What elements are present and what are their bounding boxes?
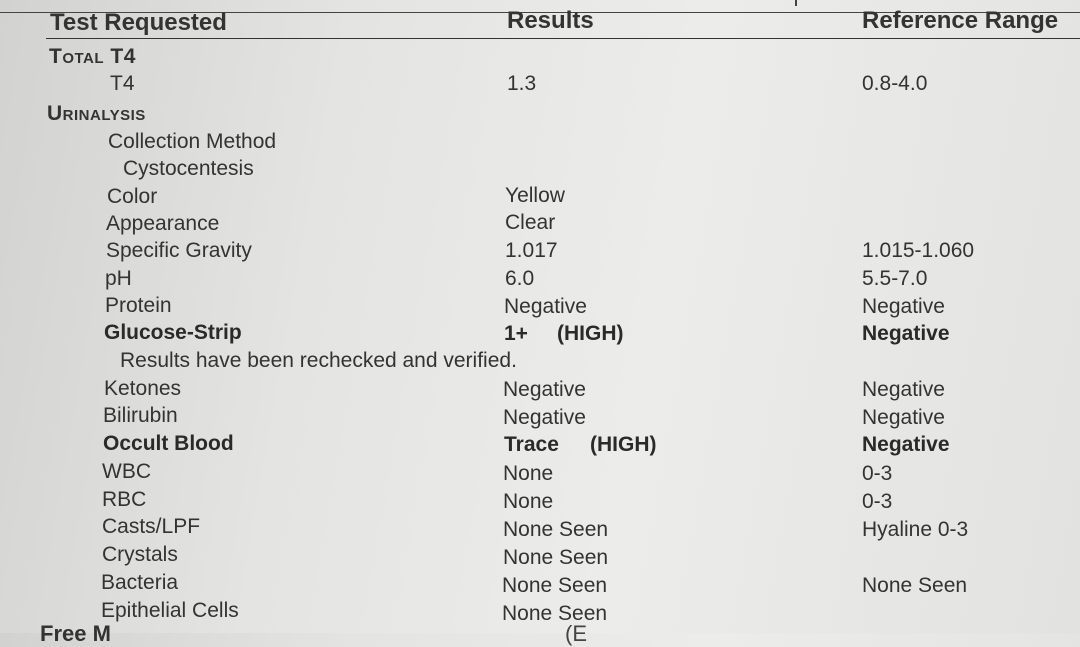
test-ph: pH: [105, 267, 132, 290]
flag-occult-blood: (HIGH): [590, 433, 657, 456]
result-epithelial-cells: None Seen: [502, 602, 608, 625]
value-cystocentesis: Cystocentesis: [123, 157, 254, 180]
recheck-note: Results have been rechecked and verified.: [120, 349, 517, 372]
flag-glucose-strip: (HIGH): [557, 322, 624, 345]
test-crystals: Crystals: [102, 543, 178, 566]
ref-wbc: 0-3: [862, 462, 893, 485]
ref-bilirubin: Negative: [862, 406, 945, 429]
result-rbc: None: [503, 490, 554, 513]
result-bilirubin: Negative: [503, 406, 586, 429]
test-protein: Protein: [105, 294, 172, 317]
test-bilirubin: Bilirubin: [103, 404, 178, 427]
test-ketones: Ketones: [104, 377, 182, 400]
ref-bacteria: None Seen: [862, 574, 968, 597]
test-collection-method: Collection Method: [108, 130, 277, 153]
test-wbc: WBC: [102, 460, 151, 483]
test-glucose-strip: Glucose-Strip: [104, 321, 242, 344]
result-casts-lpf: None Seen: [503, 518, 609, 541]
ref-protein: Negative: [862, 295, 945, 318]
result-ketones: Negative: [503, 378, 586, 401]
result-bacteria: None Seen: [502, 574, 608, 597]
ref-ph: 5.5-7.0: [862, 267, 928, 290]
test-epithelial-cells: Epithelial Cells: [101, 599, 239, 622]
result-specific-gravity: 1.017: [505, 239, 558, 262]
test-t4: T4: [110, 72, 135, 95]
ref-specific-gravity: 1.015-1.060: [862, 239, 975, 262]
result-ph: 6.0: [505, 267, 535, 290]
cutoff-result-text: (E: [565, 621, 587, 646]
ref-rbc: 0-3: [862, 490, 893, 513]
test-appearance: Appearance: [106, 212, 220, 235]
result-occult-blood: Trace: [504, 433, 559, 456]
column-header-results: Results: [507, 7, 594, 34]
section-total-t4: Total T4: [49, 45, 136, 68]
header-divider: [46, 38, 1080, 39]
column-header-test: Test Requested: [50, 9, 227, 36]
result-wbc: None: [503, 462, 554, 485]
ref-occult-blood: Negative: [862, 433, 950, 456]
top-border-tick: [795, 0, 797, 6]
result-crystals: None Seen: [503, 546, 609, 569]
cutoff-section-heading: Free M: [40, 621, 111, 646]
ref-glucose-strip: Negative: [862, 322, 950, 345]
test-color: Color: [107, 185, 158, 208]
result-protein: Negative: [504, 295, 587, 318]
column-header-reference: Reference Range: [862, 7, 1059, 34]
test-occult-blood: Occult Blood: [103, 432, 234, 455]
test-specific-gravity: Specific Gravity: [106, 239, 252, 262]
test-rbc: RBC: [102, 488, 147, 511]
result-t4: 1.3: [507, 72, 537, 95]
ref-ketones: Negative: [862, 378, 945, 401]
test-bacteria: Bacteria: [101, 571, 179, 594]
result-color: Yellow: [505, 184, 565, 207]
ref-casts-lpf: Hyaline 0-3: [862, 518, 969, 541]
ref-t4: 0.8-4.0: [862, 72, 928, 95]
test-casts-lpf: Casts/LPF: [102, 515, 201, 538]
result-appearance: Clear: [505, 211, 556, 234]
result-glucose-strip: 1+: [504, 322, 528, 345]
section-urinalysis: Urinalysis: [47, 102, 146, 125]
